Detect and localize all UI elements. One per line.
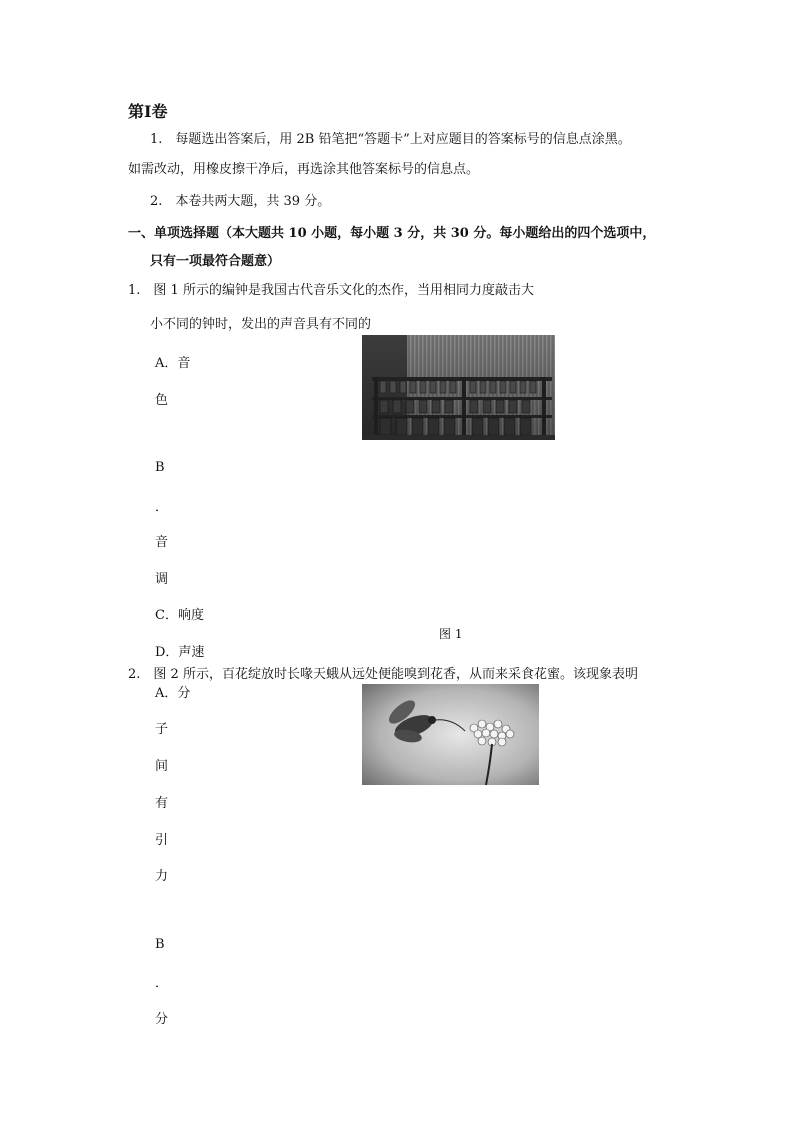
q1-option-b-part-1: B (155, 460, 165, 475)
q1-option-b-part-4: 调 (155, 572, 169, 587)
part-heading-line-2: 只有一项最符合题意） (150, 254, 281, 269)
instruction-line-3: 2. 本卷共两大题，共 39 分。 (150, 194, 331, 209)
section-title: 第Ⅰ卷 (128, 102, 168, 121)
q1-option-b-part-3: 音 (155, 535, 169, 550)
q2-option-b-part-1: B (155, 937, 165, 952)
figure-1-caption: 图 1 (439, 627, 463, 641)
q1-option-d: D．声速 (155, 645, 205, 660)
q2-option-a-part-1: A．分 (155, 686, 191, 701)
q1-option-c: C．响度 (155, 608, 204, 623)
q2-option-a-part-5: 引 (155, 833, 169, 848)
figure-1-bianzhong-photo (362, 335, 555, 440)
q2-option-a-part-6: 力 (155, 869, 169, 884)
part-heading-line-1: 一、单项选择题（本大题共 10 小题，每小题 3 分，共 30 分。每小题给出的四个选项中， (128, 226, 656, 241)
q1-option-b-part-2: ． (155, 500, 169, 515)
instruction-line-1: 1. 每题选出答案后，用 2B 铅笔把“答题卡”上对应题目的答案标号的信息点涂黑。 (150, 132, 631, 147)
q2-option-b-part-3: 分 (155, 1012, 169, 1027)
figure-2-hawkmoth-photo (362, 684, 539, 785)
q1-stem-line-2: 小不同的钟时，发出的声音具有不同的 (150, 317, 372, 332)
instruction-line-2: 如需改动，用橡皮擦干净后，再选涂其他答案标号的信息点。 (128, 162, 480, 177)
q1-stem-line-1: 1. 图 1 所示的编钟是我国古代音乐文化的杰作，当用相同力度敲击大 (128, 283, 534, 298)
q2-option-a-part-4: 有 (155, 796, 169, 811)
q2-option-b-part-2: ． (155, 976, 169, 991)
q2-option-a-part-2: 子 (155, 722, 169, 737)
q1-option-a-part-1: A．音 (155, 356, 191, 371)
q2-option-a-part-3: 间 (155, 759, 169, 774)
q2-stem: 2. 图 2 所示，百花绽放时长喙天蛾从远处便能嗅到花香，从而来采食花蜜。该现象表明 (128, 667, 638, 682)
q1-option-a-part-2: 色 (155, 393, 169, 408)
